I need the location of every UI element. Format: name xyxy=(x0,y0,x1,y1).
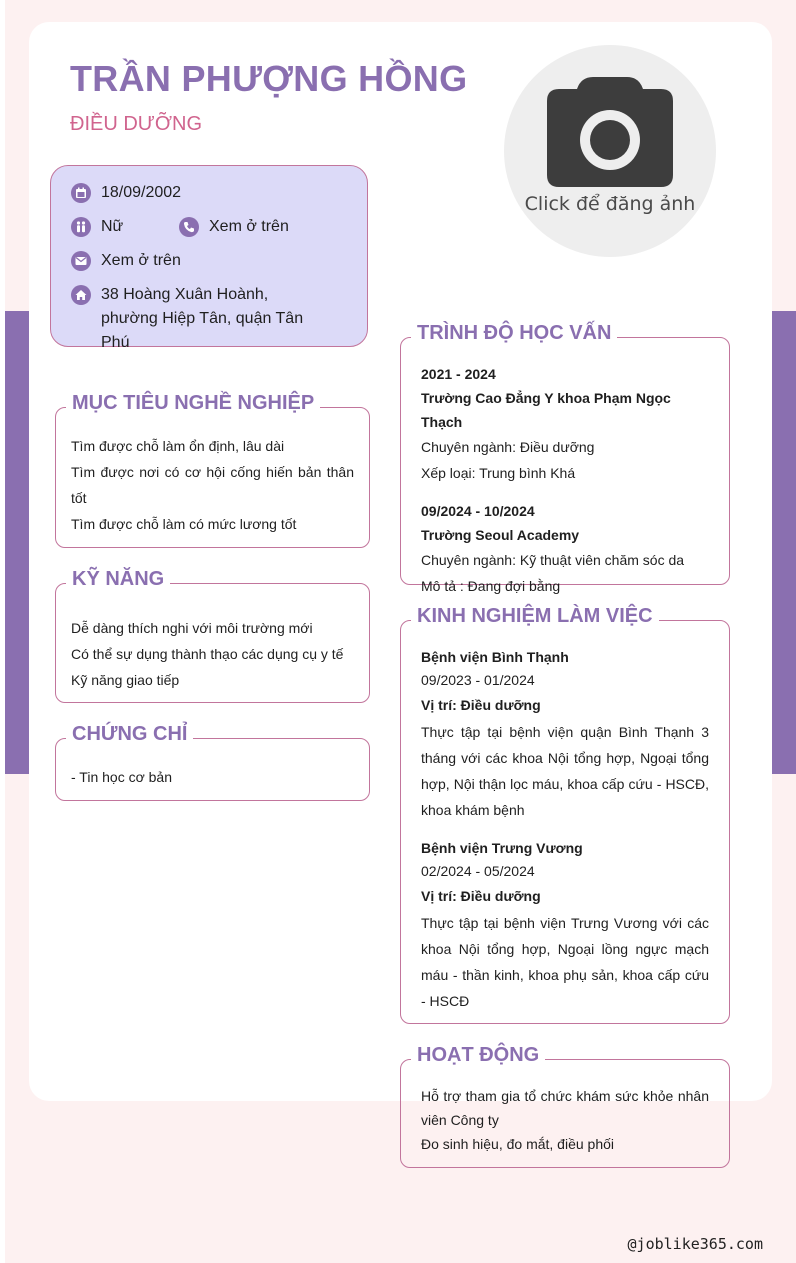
gender-value: Nữ xyxy=(101,218,124,235)
edu-major: Chuyên ngành: Kỹ thuật viên chăm sóc da xyxy=(421,552,685,568)
exp-period: 02/2024 - 05/2024 xyxy=(421,863,535,879)
objective-item: Tìm được chỗ làm có mức lương tốt xyxy=(71,516,297,532)
activities-section xyxy=(400,1044,730,1168)
photo-upload[interactable] xyxy=(504,45,716,257)
objective-item: Tìm được nơi có cơ hội cống hiến bản thân tốt xyxy=(71,464,354,506)
birthday-value: 18/09/2002 xyxy=(101,184,182,201)
edu-period: 09/2024 - 10/2024 xyxy=(421,503,535,519)
exp-company: Bệnh viện Trưng Vương xyxy=(421,840,583,856)
info-address xyxy=(71,283,321,355)
experience-section xyxy=(400,605,730,1024)
candidate-role: ĐIỀU DƯỠNG xyxy=(70,113,203,135)
edu-major: Chuyên ngành: Điều dưỡng xyxy=(421,439,595,455)
candidate-name: TRẦN PHƯỢNG HỒNG xyxy=(70,58,468,99)
gender-icon xyxy=(71,217,91,237)
exp-position: Vị trí: Điều dưỡng xyxy=(421,888,541,904)
watermark: @joblike365.com xyxy=(627,1235,763,1253)
edu-school: Trường Cao Đẳng Y khoa Phạm Ngọc Thạch xyxy=(421,390,671,430)
skill-item: Dễ dàng thích nghi với môi trường mới xyxy=(71,620,313,636)
objective-item: Tìm được chỗ làm ổn định, lâu dài xyxy=(71,438,285,454)
photo-caption: Click để đăng ảnh xyxy=(524,193,696,215)
decor-stripe-left xyxy=(5,311,29,774)
certificates-body xyxy=(71,764,354,790)
email-icon xyxy=(71,251,91,271)
skill-item: Có thể sự dụng thành thạo các dụng cụ y tế xyxy=(71,646,344,662)
info-email xyxy=(71,249,181,273)
education-section xyxy=(400,322,730,594)
home-icon xyxy=(71,285,91,305)
objective-title: MỤC TIÊU NGHỀ NGHIỆP xyxy=(66,392,320,415)
activity-item: Đo sinh hiệu, đo mắt, điều phối xyxy=(421,1136,615,1152)
activities-body xyxy=(421,1084,709,1156)
skills-section xyxy=(55,568,370,703)
exp-company: Bệnh viện Bình Thạnh xyxy=(421,649,569,665)
info-birthday xyxy=(71,181,181,205)
edu-period: 2021 - 2024 xyxy=(421,366,496,382)
camera-icon xyxy=(547,77,673,187)
decor-stripe-right xyxy=(772,311,796,774)
objective-body xyxy=(71,433,354,537)
calendar-icon xyxy=(71,183,91,203)
edu-school: Trường Seoul Academy xyxy=(421,527,580,543)
certificate-item: - Tin học cơ bản xyxy=(71,769,173,785)
activity-item: Hỗ trợ tham gia tổ chức khám sức khỏe nhân viên Công ty xyxy=(421,1088,709,1128)
education-body xyxy=(421,362,709,599)
edu-note: Xếp loại: Trung bình Khá xyxy=(421,465,576,481)
phone-value: Xem ở trên xyxy=(209,218,289,235)
email-value: Xem ở trên xyxy=(101,252,181,269)
exp-position: Vị trí: Điều dưỡng xyxy=(421,697,541,713)
skills-title: KỸ NĂNG xyxy=(66,568,170,591)
info-gender xyxy=(71,215,123,239)
exp-desc: Thực tập tại bệnh viện Trưng Vương với các khoa Nội tổng hợp, Ngoại lồng ngực mạch máu - thần kinh, khoa phụ sản, khoa cấp cứu - HSCĐ xyxy=(421,915,709,1009)
certificates-title: CHỨNG CHỈ xyxy=(66,723,193,746)
address-value: 38 Hoàng Xuân Hoành, phường Hiệp Tân, quận Tân Phú xyxy=(101,286,304,351)
personal-info-box xyxy=(50,165,368,351)
education-title: TRÌNH ĐỘ HỌC VẤN xyxy=(411,322,617,345)
phone-icon xyxy=(179,217,199,237)
certificates-section xyxy=(55,723,370,801)
activities-title: HOẠT ĐỘNG xyxy=(411,1044,545,1067)
objective-section xyxy=(55,392,370,548)
skills-body xyxy=(71,615,354,693)
experience-title: KINH NGHIỆM LÀM VIỆC xyxy=(411,605,659,628)
skill-item: Kỹ năng giao tiếp xyxy=(71,672,180,688)
edu-note: Mô tả : Đang đợi bằng xyxy=(421,578,561,594)
exp-period: 09/2023 - 01/2024 xyxy=(421,672,535,688)
info-phone xyxy=(179,215,289,239)
exp-desc: Thực tập tại bệnh viện quận Bình Thạnh 3 tháng với các khoa Nội tổng hợp, Ngoại tổng hợp, Nội thận lọc máu, khoa cấp cứu - HSCĐ, khoa khám bệnh xyxy=(421,724,709,818)
experience-body xyxy=(421,645,709,1014)
